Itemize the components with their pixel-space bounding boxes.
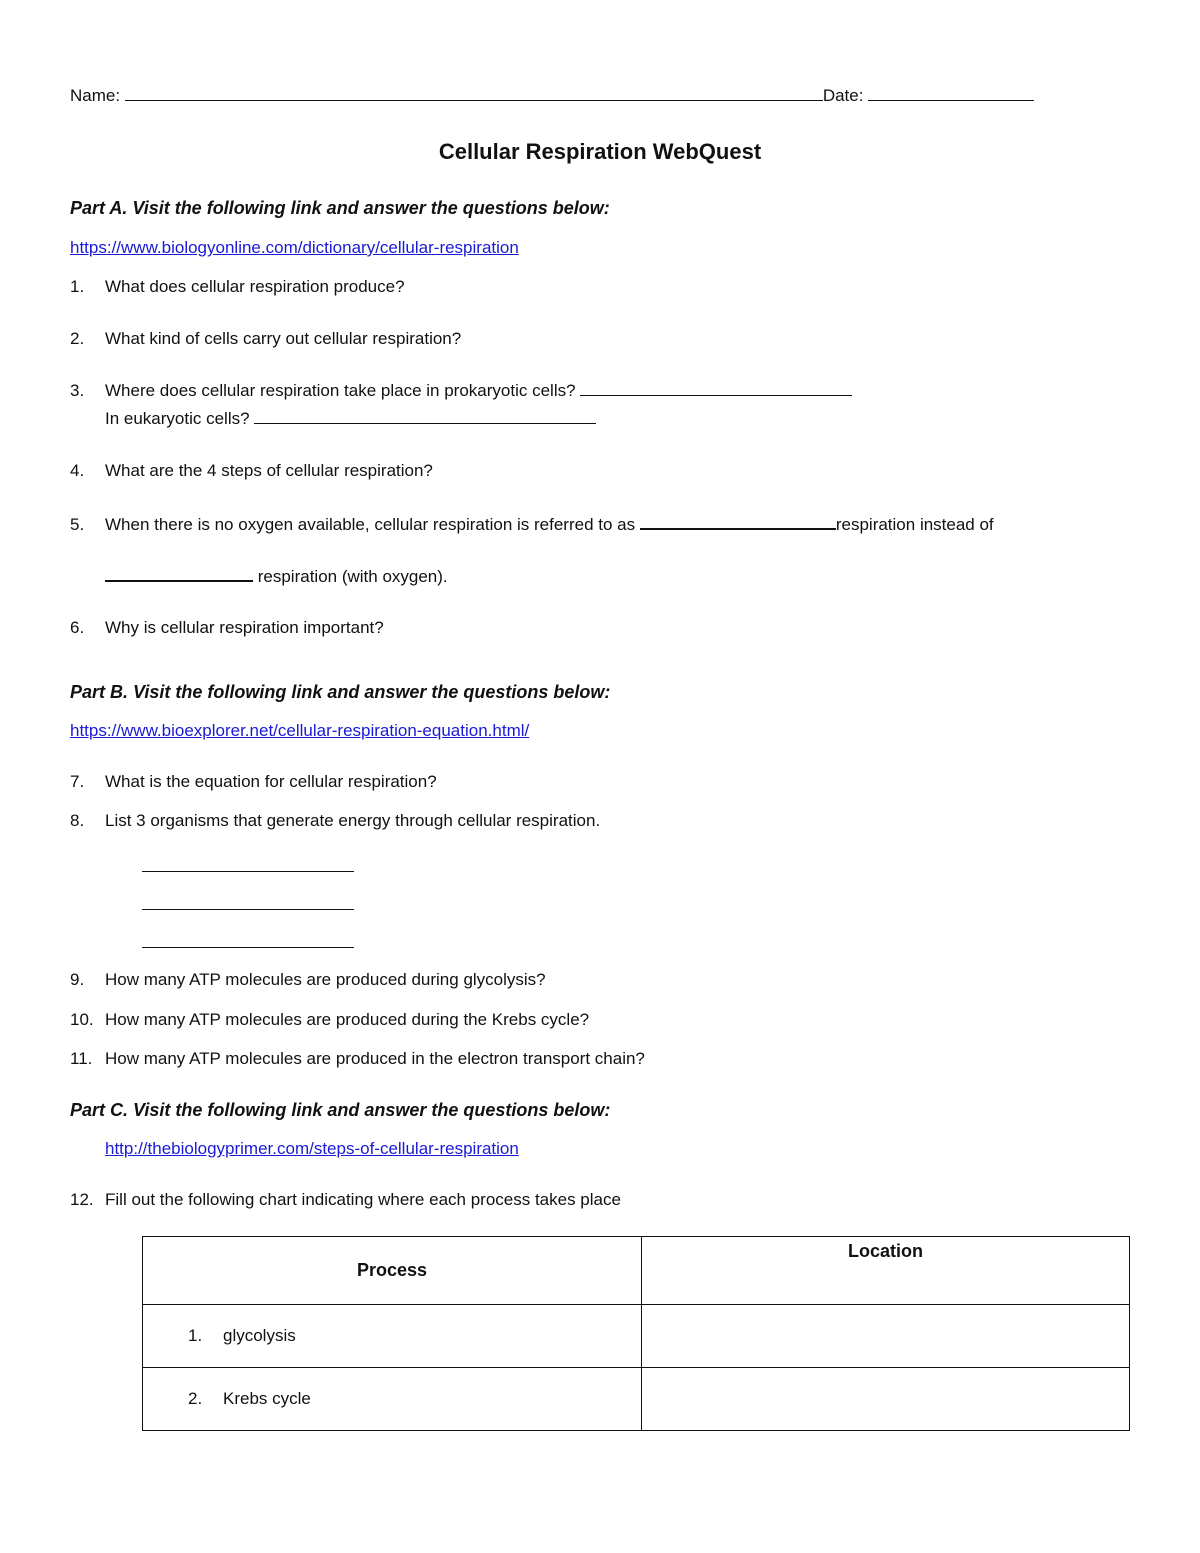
question-number: 4. xyxy=(70,461,85,480)
process-column-header: Process xyxy=(143,1237,642,1305)
question-9 xyxy=(70,970,546,990)
name-field[interactable] xyxy=(125,86,823,101)
process-name: Krebs cycle xyxy=(223,1389,311,1408)
name-label: Name: xyxy=(70,86,121,105)
question-number: 3. xyxy=(70,381,85,400)
process-location-chart xyxy=(142,1236,1130,1431)
name-line xyxy=(70,86,1034,106)
question-text: Where does cellular respiration take place in prokaryotic cells? xyxy=(105,381,576,400)
question-text: How many ATP molecules are produced during the Krebs cycle? xyxy=(105,1010,590,1029)
question-text: List 3 organisms that generate energy through cellular respiration. xyxy=(105,811,601,830)
question-4 xyxy=(70,461,433,481)
question-number: 7. xyxy=(70,772,85,791)
row-number: 2. xyxy=(188,1389,203,1408)
organism-answer-field-1[interactable] xyxy=(142,857,354,872)
question-text: When there is no oxygen available, cellular respiration is referred to as xyxy=(105,515,636,534)
location-cell[interactable] xyxy=(642,1305,1130,1368)
question-text: respiration (with oxygen). xyxy=(257,567,448,586)
part-a-heading: Part A. Visit the following link and answer the questions below: xyxy=(70,198,610,218)
part-b-link[interactable]: https://www.bioexplorer.net/cellular-respiration-equation.html/ xyxy=(70,721,530,740)
question-number: 6. xyxy=(70,618,85,637)
question-number: 11. xyxy=(70,1049,93,1068)
table-header-row xyxy=(143,1237,1130,1305)
question-text: In eukaryotic cells? xyxy=(105,409,250,428)
location-column-header: Location xyxy=(642,1237,1130,1305)
date-label: Date: xyxy=(822,86,864,105)
question-number: 2. xyxy=(70,329,85,348)
eukaryotic-answer-field[interactable] xyxy=(254,409,596,424)
question-3 xyxy=(70,381,852,401)
question-text: How many ATP molecules are produced during glycolysis? xyxy=(105,970,546,989)
process-name: glycolysis xyxy=(223,1326,296,1345)
question-7 xyxy=(70,772,437,792)
question-6 xyxy=(70,618,384,638)
question-text: What kind of cells carry out cellular respiration? xyxy=(105,329,462,348)
table-row xyxy=(143,1305,1130,1368)
question-text: What is the equation for cellular respiration? xyxy=(105,772,437,791)
organism-answer-field-2[interactable] xyxy=(142,895,354,910)
question-number: 9. xyxy=(70,970,85,989)
question-number: 12. xyxy=(70,1190,94,1209)
question-text-after: respiration instead of xyxy=(835,515,994,534)
date-field[interactable] xyxy=(868,86,1034,101)
part-a-link[interactable]: https://www.biologyonline.com/dictionary/cellular-respiration xyxy=(70,238,519,257)
question-11 xyxy=(70,1049,645,1069)
part-b-heading: Part B. Visit the following link and answer the questions below: xyxy=(70,682,611,702)
question-text: What does cellular respiration produce? xyxy=(105,277,405,296)
row-number: 1. xyxy=(188,1326,203,1345)
question-12 xyxy=(70,1190,621,1210)
question-5-part-2 xyxy=(105,566,448,587)
anaerobic-answer-field[interactable] xyxy=(640,514,836,530)
prokaryotic-answer-field[interactable] xyxy=(580,381,852,396)
process-cell xyxy=(143,1368,642,1431)
question-5 xyxy=(70,514,994,535)
process-cell xyxy=(143,1305,642,1368)
question-number: 8. xyxy=(70,811,85,830)
question-3-part-2 xyxy=(105,409,596,429)
question-text: What are the 4 steps of cellular respiration? xyxy=(105,461,433,480)
question-text: Why is cellular respiration important? xyxy=(105,618,384,637)
page-title: Cellular Respiration WebQuest xyxy=(438,139,762,164)
question-text: Fill out the following chart indicating where each process takes place xyxy=(105,1190,621,1209)
location-cell[interactable] xyxy=(642,1368,1130,1431)
part-c-link[interactable]: http://thebiologyprimer.com/steps-of-cellular-respiration xyxy=(105,1139,519,1158)
question-2 xyxy=(70,329,461,349)
table-row xyxy=(143,1368,1130,1431)
question-1 xyxy=(70,277,405,297)
organism-answer-field-3[interactable] xyxy=(142,933,354,948)
question-8 xyxy=(70,811,600,831)
question-number: 5. xyxy=(70,515,85,534)
question-number: 1. xyxy=(70,277,85,296)
question-10 xyxy=(70,1010,589,1030)
part-c-heading: Part C. Visit the following link and answer the questions below: xyxy=(70,1100,611,1120)
aerobic-answer-field[interactable] xyxy=(105,566,253,582)
question-number: 10. xyxy=(70,1010,94,1029)
question-text: How many ATP molecules are produced in the electron transport chain? xyxy=(105,1049,645,1068)
